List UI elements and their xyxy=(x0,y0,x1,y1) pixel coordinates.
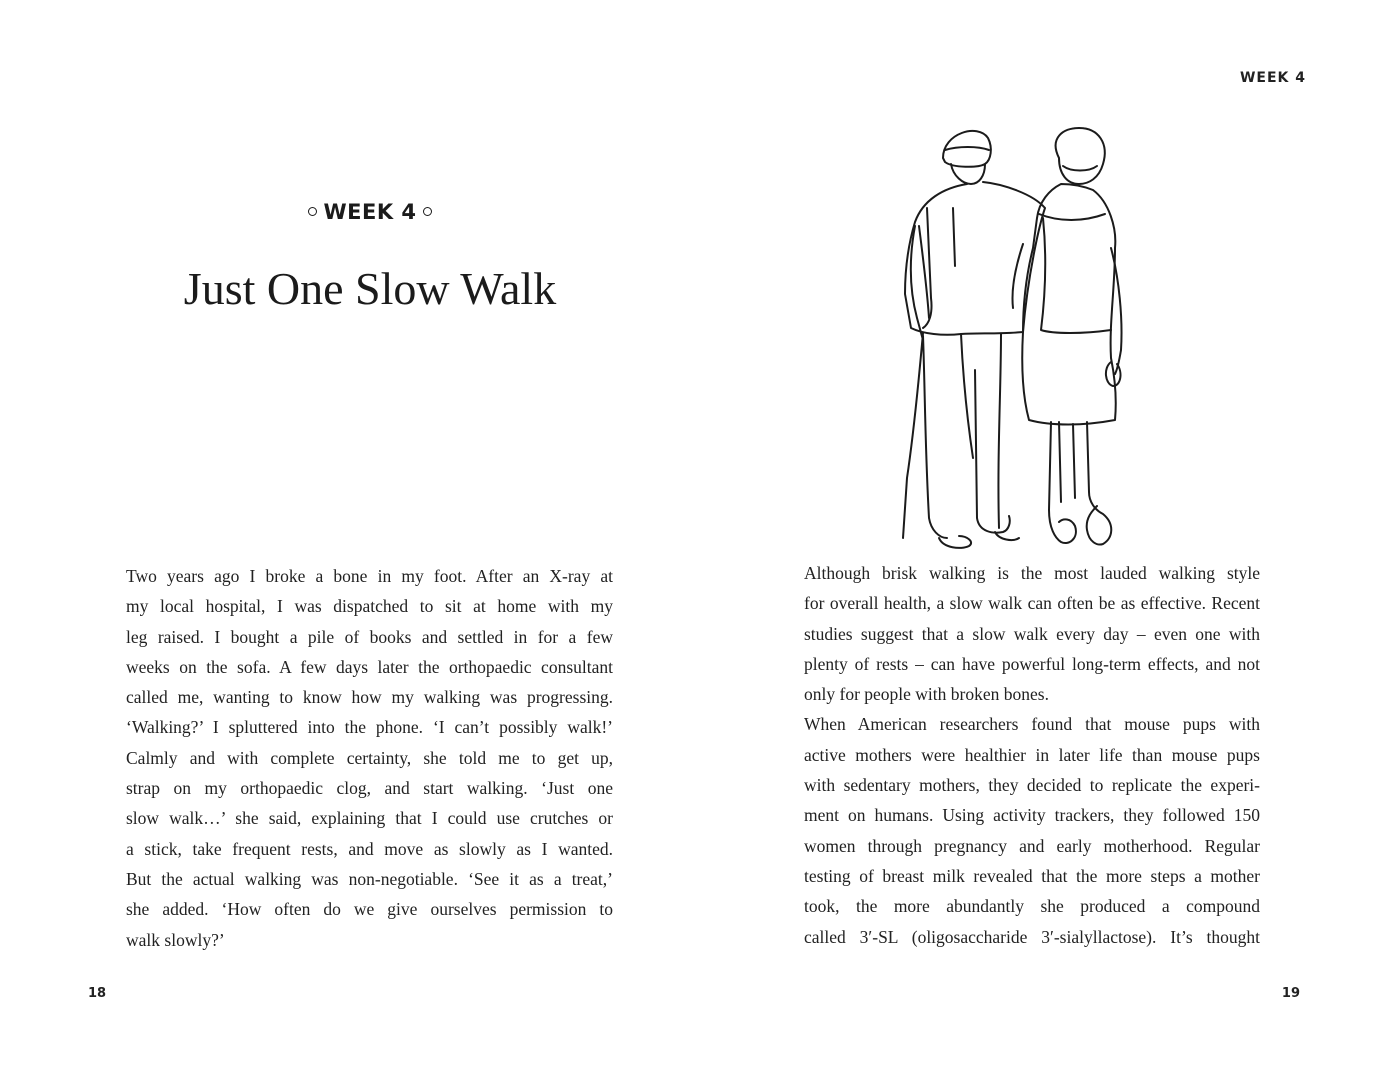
right-body-text xyxy=(773,558,1260,952)
body-line: walk slowly?’ xyxy=(126,929,225,950)
body-line: plenty of rests – can have powerful long-term effects, and not xyxy=(804,653,1260,674)
body-line: for overall health, a slow walk can often be as effective. Recent xyxy=(804,593,1260,614)
running-head: WEEK 4 xyxy=(1239,70,1306,86)
body-line: only for people with broken bones. xyxy=(804,684,1049,705)
body-line: leg raised. I bought a pile of books and settled in for a few xyxy=(126,626,613,647)
chapter-title: Just One Slow Walk xyxy=(183,263,557,314)
bullet-circle-icon xyxy=(308,207,317,216)
page-number: 19 xyxy=(1281,986,1300,1001)
body-line: active mothers were healthier in later life than mouse pups xyxy=(804,744,1260,765)
body-line: a stick, take frequent rests, and move as slowly as I wanted. xyxy=(126,838,613,859)
body-line: with sedentary mothers, they decided to replicate the experi- xyxy=(804,775,1260,796)
body-line: studies suggest that a slow walk every day – even one with xyxy=(804,623,1260,644)
body-line: When American researchers found that mouse pups with xyxy=(804,714,1260,735)
chapter-label xyxy=(0,200,740,224)
body-line: Calmly and with complete certainty, she told me to get up, xyxy=(126,747,613,768)
page-number: 18 xyxy=(88,986,107,1001)
left-body-text xyxy=(126,561,613,955)
body-line: strap on my orthopaedic clog, and start walking. ‘Just one xyxy=(126,778,613,799)
chapter-label-text: WEEK 4 xyxy=(323,200,417,224)
paragraph-1 xyxy=(773,558,1260,709)
body-line: Two years ago I broke a bone in my foot. After an X-ray at xyxy=(126,566,613,586)
body-line: weeks on the sofa. A few days later the orthopaedic consultant xyxy=(126,656,613,677)
body-line: testing of breast milk revealed that the more steps a mother xyxy=(804,865,1260,886)
body-line: called 3′-SL (oligosaccharide 3′-sialyllactose). It’s thought xyxy=(804,926,1260,947)
body-line: Although brisk walking is the most lauded walking style xyxy=(804,563,1260,583)
body-line: ment on humans. Using activity trackers, they followed 150 xyxy=(804,805,1260,826)
elderly-couple-walking-illustration xyxy=(883,118,1153,558)
body-line: ‘Walking?’ I spluttered into the phone. ‘I can’t possibly walk!’ xyxy=(126,717,613,738)
body-line: called me, wanting to know how my walking was progressing. xyxy=(126,687,613,708)
body-line: But the actual walking was non-negotiable. ‘See it as a treat,’ xyxy=(126,868,613,889)
bullet-circle-icon xyxy=(423,207,432,216)
paragraph-2 xyxy=(773,709,1260,951)
right-page xyxy=(688,0,1376,1080)
body-line: she added. ‘How often do we give ourselves permission to xyxy=(126,899,613,920)
body-line: took, the more abundantly she produced a compound xyxy=(804,896,1260,917)
body-line: women through pregnancy and early motherhood. Regular xyxy=(804,835,1260,856)
body-line: slow walk…’ she said, explaining that I could use crutches or xyxy=(126,808,613,829)
body-line: my local hospital, I was dispatched to sit at home with my xyxy=(126,596,613,617)
